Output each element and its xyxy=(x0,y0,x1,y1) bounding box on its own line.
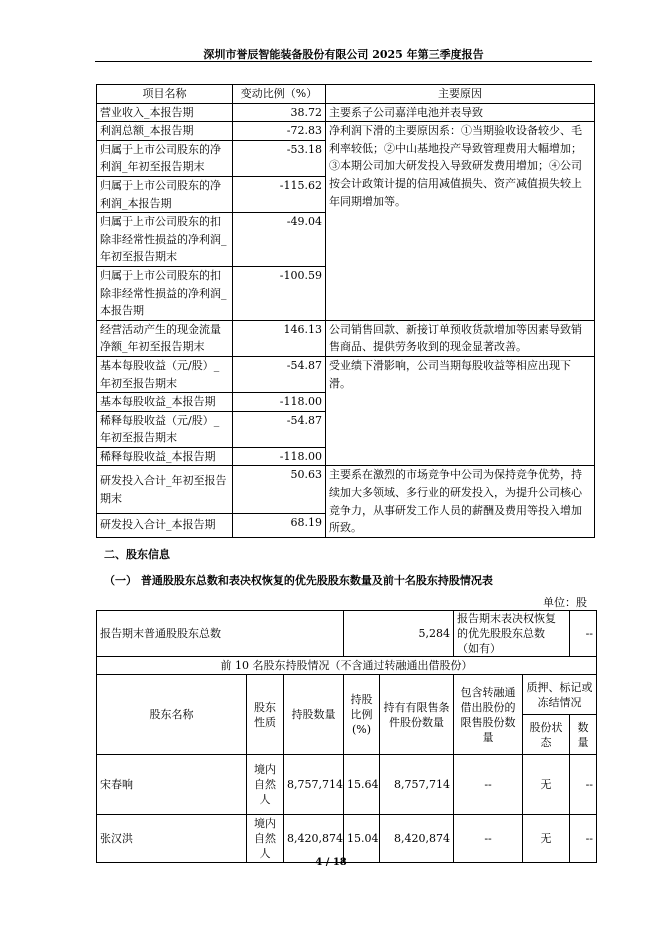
reason-revenue: 主要系子公司嘉洋电池并表导致 xyxy=(326,103,595,122)
item-name: 稀释每股收益（元/股）_年初至报告期末 xyxy=(97,411,233,447)
item-name: 经营活动产生的现金流量净额_年初至报告期末 xyxy=(97,320,233,356)
subsection-title: （一） 普通股股东总数和表决权恢复的优先股股东数量及前十名股东持股情况表 xyxy=(104,574,493,587)
report-header: 深圳市誉辰智能装备股份有限公司 2025 年第三季度报告 xyxy=(203,48,484,61)
item-name: 归属于上市公司股东的净利润_本报告期 xyxy=(97,176,233,212)
shareholder-lending: -- xyxy=(454,755,523,815)
item-name: 基本每股收益（元/股）_年初至报告期末 xyxy=(97,356,233,392)
col-nature: 股东性质 xyxy=(247,675,284,755)
reason-rd: 主要系在激烈的市场竞争中公司为保持竞争优势，持续加大多领域、多行业的研发投入，为提升公司核心竞争力，从事研发工作人员的薪酬及费用等投入增加所致。 xyxy=(326,466,595,537)
header-rule xyxy=(95,61,592,62)
total-label: 报告期末普通股股东总数 xyxy=(97,611,344,657)
table-row xyxy=(97,755,597,815)
reason-profit: 净利润下滑的主要原因系：①当期验收设备较少、毛利率较低；②中山基地投产导致管理费用大幅增加；③本期公司加大研发投入导致研发费用增加；④公司按会计政策计提的信用减值损失、资产减值损失较上年同期增加等。 xyxy=(326,122,595,321)
col-pledge-count: 数量 xyxy=(570,715,597,755)
shareholder-ratio: 15.04 xyxy=(344,815,380,863)
item-ratio: -49.04 xyxy=(233,213,326,267)
item-ratio: -118.00 xyxy=(233,447,326,466)
shareholder-shares: 8,757,714 xyxy=(284,755,344,815)
shareholder-name: 张汉洪 xyxy=(97,815,247,863)
col-ratio: 持股比例(%) xyxy=(344,675,380,755)
item-ratio: 38.72 xyxy=(233,103,326,122)
item-name: 稀释每股收益_本报告期 xyxy=(97,447,233,466)
item-name: 研发投入合计_本报告期 xyxy=(97,513,233,537)
item-name: 营业收入_本报告期 xyxy=(97,103,233,122)
pref-value: -- xyxy=(570,611,597,657)
item-name: 归属于上市公司股东的扣除非经常性损益的净利润_本报告期 xyxy=(97,266,233,320)
table-row xyxy=(97,466,595,513)
item-ratio: 50.63 xyxy=(233,466,326,513)
page-number: 4 / 18 xyxy=(315,857,347,868)
unit-label: 单位：股 xyxy=(543,596,587,609)
table-header-row xyxy=(97,85,595,104)
item-ratio: -54.87 xyxy=(233,411,326,447)
col-shares: 持股数量 xyxy=(284,675,344,755)
shareholder-nature: 境内自然人 xyxy=(247,755,284,815)
top10-title: 前 10 名股东持股情况（不含通过转融通出借股份） xyxy=(97,657,597,675)
item-ratio: -115.62 xyxy=(233,176,326,212)
table-row xyxy=(97,815,597,863)
col-name: 股东名称 xyxy=(97,675,247,755)
item-ratio: -72.83 xyxy=(233,122,326,141)
shareholder-table xyxy=(96,610,597,863)
table-row xyxy=(97,103,595,122)
header-item: 项目名称 xyxy=(97,85,233,104)
change-reason-table xyxy=(96,84,595,538)
shareholder-count: -- xyxy=(570,815,597,863)
item-name: 归属于上市公司股东的扣除非经常性损益的净利润_年初至报告期末 xyxy=(97,213,233,267)
section-title: 二、股东信息 xyxy=(104,548,170,561)
item-ratio: -53.18 xyxy=(233,140,326,176)
shareholder-restricted: 8,420,874 xyxy=(380,815,454,863)
shareholder-restricted: 8,757,714 xyxy=(380,755,454,815)
shareholder-count: -- xyxy=(570,755,597,815)
shareholder-status: 无 xyxy=(523,755,570,815)
shareholder-name: 宋春响 xyxy=(97,755,247,815)
shareholder-status: 无 xyxy=(523,815,570,863)
item-name: 利润总额_本报告期 xyxy=(97,122,233,141)
shareholder-lending: -- xyxy=(454,815,523,863)
shareholder-ratio: 15.64 xyxy=(344,755,380,815)
item-name: 研发投入合计_年初至报告期末 xyxy=(97,466,233,513)
item-name: 归属于上市公司股东的净利润_年初至报告期末 xyxy=(97,140,233,176)
total-value: 5,284 xyxy=(344,611,454,657)
col-pledge: 质押、标记或冻结情况 xyxy=(523,675,597,715)
item-ratio: -100.59 xyxy=(233,266,326,320)
table-row xyxy=(97,320,595,356)
item-ratio: 68.19 xyxy=(233,513,326,537)
table-row xyxy=(97,356,595,392)
header-reason: 主要原因 xyxy=(326,85,595,104)
item-ratio: -118.00 xyxy=(233,393,326,412)
top10-title-row xyxy=(97,657,597,675)
reason-cashflow: 公司销售回款、新接订单预收货款增加等因素导致销售商品、提供劳务收到的现金显著改善。 xyxy=(326,320,595,356)
reason-eps: 受业绩下滑影响，公司当期每股收益等相应出现下滑。 xyxy=(326,356,595,466)
col-lending: 包含转融通借出股份的限售股份数量 xyxy=(454,675,523,755)
col-restricted: 持有有限售条件股份数量 xyxy=(380,675,454,755)
pref-label: 报告期末表决权恢复的优先股股东总数（如有） xyxy=(454,611,570,657)
total-row xyxy=(97,611,597,657)
shareholder-nature: 境内自然人 xyxy=(247,815,284,863)
table-row xyxy=(97,122,595,141)
header-ratio: 变动比例（%） xyxy=(233,85,326,104)
column-header-row xyxy=(97,675,597,715)
item-name: 基本每股收益_本报告期 xyxy=(97,393,233,412)
item-ratio: 146.13 xyxy=(233,320,326,356)
col-pledge-status: 股份状态 xyxy=(523,715,570,755)
shareholder-shares: 8,420,874 xyxy=(284,815,344,863)
item-ratio: -54.87 xyxy=(233,356,326,392)
